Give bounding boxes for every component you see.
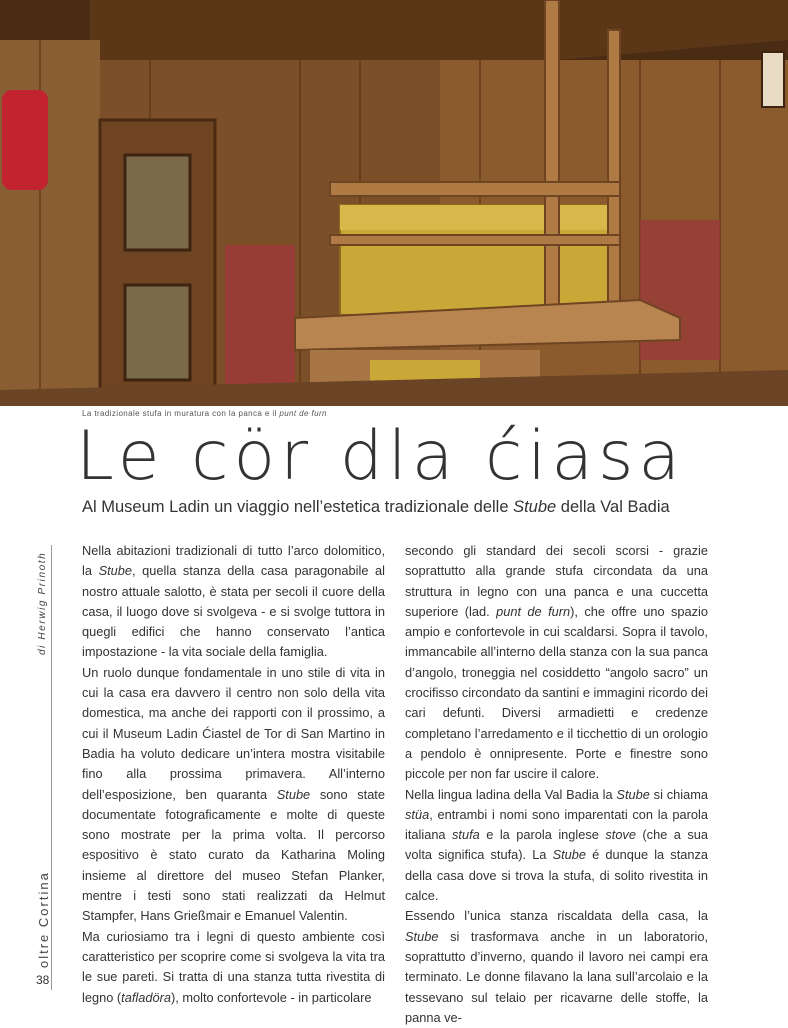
photo-caption: La tradizionale stufa in muratura con la panca e il punt de furn — [82, 409, 327, 418]
side-rule — [51, 545, 52, 990]
author-byline: di Herwig Prinoth — [37, 551, 48, 655]
paragraph-6: Essendo l’unica stanza riscaldata della casa, la Stube si trasformava anche in un laboratorio, soprattutto d’inverno, quando il lavoro nei campi era terminato. Le donne filavano la lana sull’arcolaio e la tessevano sul telaio per ricavarne delle stoffe, la panna ve- — [405, 908, 708, 1025]
paragraph-1: Nella abitazioni tradizionali di tutto l’arco dolomitico, la Stube, quella stanza della casa paragonabile al nostro attuale salotto, è stata per secoli il cuore della casa, il luogo dove si svolgeva - e si svolge tuttora in quegli edifici che hanno conservato l’antica impostazione - la vita sociale della famiglia. — [82, 543, 386, 660]
article-subtitle: Al Museum Ladin un viaggio nell’estetica tradizionale delle Stube della Val Badia — [82, 498, 670, 516]
paragraph-5: Nella lingua ladina della Val Badia la Stube si chiama stüa, entrambi i nomi sono imparentati con la parola italiana stufa e la parola inglese stove (che a sua volta significa stufa). La Stube é dunque la stanza della casa dove si trova la stufa, di solito rivestita in calce. — [405, 786, 709, 904]
section-label: oltre Cortina — [36, 871, 51, 968]
paragraph-2: Un ruolo dunque fondamentale in uno stile di vita in cui la casa era davvero il centro non solo della vita domestica, ma anche dei rapporti con il prossimo, a cui il Museum Ladin Ćiastel de Tor di San Martino in Badia ha voluto dedicare un’intera mostra visitabile fino alla prossima primavera. All’interno dell’esposizione, ben quaranta Stube sono state documentate fotograficamente e molte di queste sono mostrate per la prima volta. Il percorso espositivo è stato curato da Katharina Moling insieme al direttore del museo Stefan Planker, mentre i testi sono stati realizzati da Helmut Stampfer, Hans Grießmair e Emanuel Valentin. — [82, 664, 385, 924]
column-left — [82, 541, 385, 1008]
paragraph-3: Ma curiosiamo tra i legni di questo ambiente così caratteristico per scoprire come si svolgeva la vita tra le sue pareti. Si tratta di una stanza tutta rivestita di legno (tafladöra), molto confortevole - in particolare — [82, 928, 385, 1005]
column-right — [405, 541, 708, 1028]
header-photo — [0, 0, 788, 406]
page-number: 38 — [36, 973, 50, 987]
article-title: Le cör dla ćiasa — [76, 417, 686, 496]
paragraph-4: secondo gli standard dei secoli scorsi - grazie soprattutto alla grande stufa circondata da una struttura in legno con una panca e una cuccetta superiore (lad. punt de furn), che offre uno spazio ampio e confortevole in cui scaldarsi. Sopra il tavolo, immancabile all’interno della stanza con la sua panca d’angolo, troneggia nel cosiddetto “angolo sacro” un crocifisso circondato da santini e immagini ricordo dei cari defunti. Diversi armadietti e credenze completano l’arredamento e il ticchettio di un orologio a pendolo è onnipresente. Porte e finestre sono piccole per non far uscire il calore. — [405, 543, 708, 782]
stube-illustration — [0, 0, 788, 406]
